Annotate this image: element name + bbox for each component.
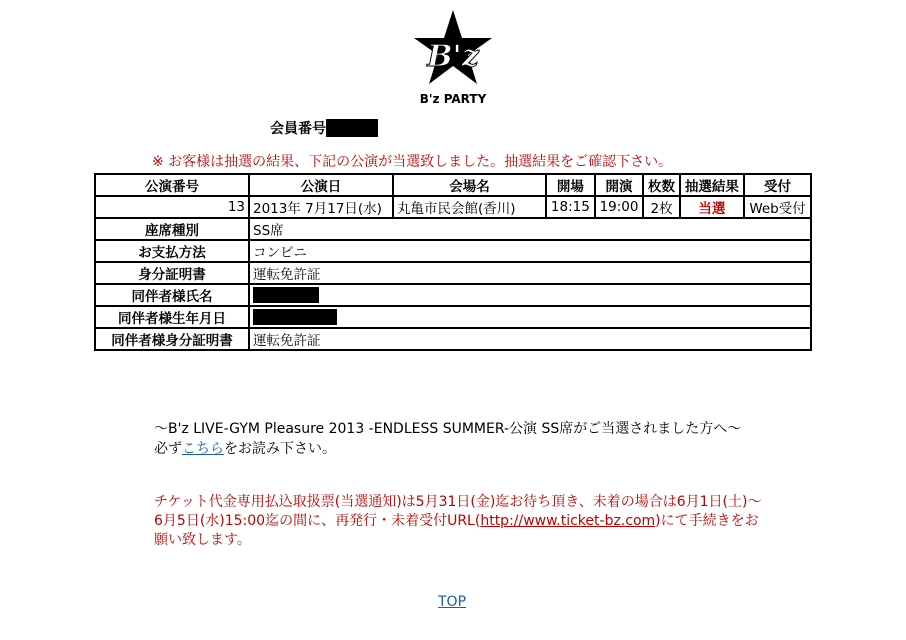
id-document-label: 身分証明書	[95, 262, 249, 284]
payment-notice-text: チケット代金専用払込取扱票(当選通知)は5月31日(金)迄お待ち頂き、未着の場合は6月1日(土)～6月5日(水)15:00迄の間に、再発行・未着受付URL(	[154, 494, 762, 529]
header-start-time: 開演	[595, 174, 644, 196]
header-venue: 会場名	[393, 174, 546, 196]
companion-id-label: 同伴者様身分証明書	[95, 328, 249, 350]
detail-row-payment	[95, 240, 811, 262]
ticket-url-link[interactable]: http://www.ticket-bz.com	[480, 513, 656, 529]
performance-number: 13	[95, 196, 249, 218]
bz-party-logo	[410, 8, 496, 108]
payment-method-label: お支払方法	[95, 240, 249, 262]
header-ticket-count: 枚数	[643, 174, 679, 196]
read-here-link[interactable]: こちら	[182, 441, 224, 457]
read-prefix: 必ず	[154, 441, 182, 457]
read-instruction	[154, 439, 754, 459]
lottery-result-table	[94, 173, 812, 351]
ss-seat-message	[154, 419, 754, 459]
header-performance-number: 公演番号	[95, 174, 249, 196]
detail-row-id	[95, 262, 811, 284]
detail-row-seat	[95, 218, 811, 240]
member-number-label: 会員番号	[270, 121, 326, 137]
svg-text:B'z: B'z	[427, 39, 479, 74]
lottery-notice: ※ お客様は抽選の結果、下記の公演が当選致しました。抽選結果をご確認下さい。	[152, 154, 673, 170]
reception: Web受付	[744, 196, 811, 218]
header-performance-date: 公演日	[249, 174, 393, 196]
performance-date: 2013年 7月17日(水)	[249, 196, 393, 218]
companion-birthdate-redacted	[253, 309, 337, 325]
companion-birthdate-value	[249, 306, 811, 328]
ticket-count: 2枚	[643, 196, 679, 218]
companion-id-value: 運転免許証	[249, 328, 811, 350]
table-row	[95, 196, 811, 218]
ss-seat-message-line: ～B'z LIVE-GYM Pleasure 2013 -ENDLESS SUMMER-公演 SS席がご当選されました方へ～	[154, 421, 742, 437]
read-suffix: をお読み下さい。	[224, 441, 336, 457]
detail-row-companion-name	[95, 284, 811, 306]
top-link[interactable]: TOP	[438, 594, 467, 610]
companion-birthdate-label: 同伴者様生年月日	[95, 306, 249, 328]
id-document-value: 運転免許証	[249, 262, 811, 284]
lottery-result: 当選	[680, 196, 744, 218]
header-lottery-result: 抽選結果	[680, 174, 744, 196]
payment-notice	[154, 493, 764, 550]
seat-type-label: 座席種別	[95, 218, 249, 240]
venue: 丸亀市民会館(香川)	[393, 196, 546, 218]
companion-name-value	[249, 284, 811, 306]
payment-notice-tail: )にて手続きをお願い致します。	[154, 513, 759, 548]
companion-name-redacted	[253, 287, 319, 303]
payment-method-value: コンビニ	[249, 240, 811, 262]
companion-name-label: 同伴者様氏名	[95, 284, 249, 306]
seat-type-value: SS席	[249, 218, 811, 240]
logo-text: B'z PARTY	[419, 92, 487, 106]
detail-row-companion-id	[95, 328, 811, 350]
member-number-redacted	[326, 119, 378, 137]
start-time: 19:00	[595, 196, 644, 218]
member-number	[270, 118, 378, 138]
table-header-row	[95, 174, 811, 196]
header-reception: 受付	[744, 174, 811, 196]
header-open-time: 開場	[546, 174, 595, 196]
open-time: 18:15	[546, 196, 595, 218]
detail-row-companion-birthdate	[95, 306, 811, 328]
